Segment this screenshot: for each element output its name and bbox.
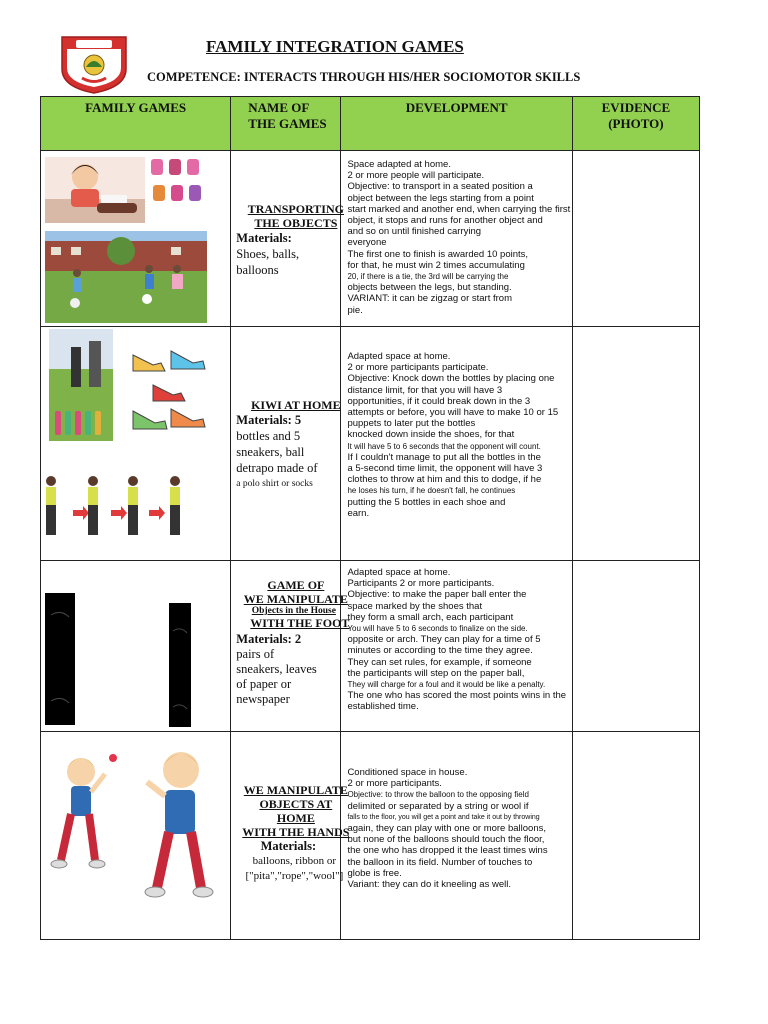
materials-text: balloons, ribbon or ["pita","rope","wool"] <box>245 855 344 882</box>
dev-line: pie. <box>347 304 363 316</box>
materials-text: pairs of sneakers, leaves of paper or newspaper <box>236 647 317 706</box>
evidence-photo-cell <box>572 732 699 940</box>
exercise-figures-icon <box>46 476 180 535</box>
dev-line: The first one to finish is awarded 10 points, <box>347 248 529 260</box>
materials-label: Materials: <box>260 839 317 853</box>
game-name-subtitle: Objects in the House <box>251 606 336 616</box>
table-row <box>41 151 700 327</box>
header-family-games: FAMILY GAMES <box>41 97 231 151</box>
game-name: KIWI AT HOME <box>251 398 341 412</box>
dev-line: 2 or more people will participate. <box>347 170 485 182</box>
dev-line: 2 or more participants. <box>347 778 442 790</box>
materials-label: Materials: 5 <box>236 413 302 427</box>
dev-line: You will have 5 to 6 seconds to finalize on the side. <box>347 624 528 634</box>
dev-line: Participants 2 or more participants. <box>347 578 495 590</box>
dev-line: Objective: to transport in a seated position a <box>347 181 533 193</box>
dev-line: puppets to later put the bottles <box>347 418 476 430</box>
dev-line: 20, if there is a tie, the 3rd will be carrying the <box>347 272 509 282</box>
game-name-cell <box>231 561 350 732</box>
shoes-icon <box>151 159 201 201</box>
evidence-photo-cell <box>572 561 699 732</box>
development-text <box>341 151 572 327</box>
dev-line: globe is free. <box>347 867 402 879</box>
header-evidence: EVIDENCE (PHOTO) <box>572 97 699 151</box>
boy-left-icon <box>51 758 105 868</box>
dev-line: putting the 5 bottles in each shoe and <box>347 496 506 508</box>
page-subtitle: COMPETENCE: INTERACTS THROUGH HIS/HER SOCIOMOTOR SKILLS <box>147 70 581 84</box>
illustration-foot-game <box>41 561 231 732</box>
dev-line: start marked and another end, when carrying the first <box>347 203 571 215</box>
illustration-kiwi <box>41 327 231 561</box>
dev-line: Objective: to make the paper ball enter the <box>347 589 527 601</box>
dev-line: Variant: they can do it kneeling as well. <box>347 879 511 891</box>
dev-line: 2 or more participants participate. <box>347 362 489 374</box>
dev-line: again, they can play with one or more balloons, <box>347 823 547 835</box>
game-name: WE MANIPULATE OBJECTS AT HOME WITH THE HANDS <box>242 783 350 839</box>
game-name: TRANSPORTING THE OBJECTS <box>247 202 344 230</box>
dev-line: object, it stops and runs for another object and <box>347 215 543 227</box>
table-row <box>41 732 700 940</box>
dev-line: falls to the floor, you will get a point and take it out by throwing <box>347 813 540 821</box>
dev-line: The one who has scored the most points wins in the <box>347 690 567 702</box>
dev-line: established time. <box>347 701 419 713</box>
materials-label: Materials: 2 <box>236 632 302 646</box>
games-table <box>40 96 700 940</box>
dev-line: VARIANT: it can be zigzag or start from <box>347 293 512 305</box>
dev-line: object between the legs starting from a point <box>347 192 534 204</box>
sneakers-icon <box>133 351 205 429</box>
dev-line: They will charge for a foul and it would be like a penalty. <box>347 680 546 690</box>
evidence-photo-cell <box>572 151 699 327</box>
dev-line: Adapted space at home. <box>347 351 451 362</box>
dev-line: earn. <box>347 507 370 519</box>
dev-line: distance limit, for that you will have 3 <box>347 384 503 396</box>
development-text <box>341 327 572 561</box>
development-text <box>341 732 572 940</box>
game-name-cell <box>231 151 344 327</box>
dev-line: opportunities, if it could break down in the 3 <box>347 395 531 407</box>
dev-line: delimited or separated by a string or wool if <box>347 800 529 812</box>
materials-text: Shoes, balls, balloons <box>236 247 300 277</box>
dev-line: they form a small arch, each participant <box>347 611 514 623</box>
dev-line: everyone <box>347 237 387 249</box>
dev-line: Adapted space at home. <box>347 567 451 578</box>
dev-line: space marked by the shoes that <box>347 600 483 612</box>
table-header-row <box>41 97 700 151</box>
dev-line: objects between the legs, but standing. <box>347 282 512 294</box>
dev-line: They can set rules, for example, if someone <box>347 656 532 668</box>
boy-right-icon <box>145 752 213 897</box>
dev-line: but none of the balloons should touch the floor, <box>347 834 545 846</box>
dev-line: Space adapted at home. <box>347 159 451 170</box>
game-name-cell <box>231 327 341 561</box>
illustration-hands-game <box>41 732 231 940</box>
materials-text: bottles and 5 sneakers, ball detrapo made of <box>236 429 318 475</box>
table-row <box>41 561 700 732</box>
dev-line: a 5-second time limit, the opponent will have 3 <box>347 463 543 475</box>
header-development: DEVELOPMENT <box>341 97 572 151</box>
dev-line: clothes to throw at him and this to dodge, if he <box>347 474 542 486</box>
balloon-icon <box>109 754 117 762</box>
page-title: FAMILY INTEGRATION GAMES <box>206 37 464 56</box>
dev-line: Objective: Knock down the bottles by placing one <box>347 373 555 385</box>
dev-line: he loses his turn, if he doesn't fall, he continues <box>347 486 516 496</box>
dev-line: knocked down inside the shoes, for that <box>347 429 515 441</box>
illustration-transporting <box>41 151 231 327</box>
dev-line: If I couldn't manage to put all the bottles in the <box>347 451 541 463</box>
dev-line: attempts or before, you will have to make 10 or 15 <box>347 407 559 419</box>
dev-line: Conditioned space in house. <box>347 767 468 778</box>
header-name-of-games: NAME OF THE GAMES <box>231 97 341 151</box>
development-text <box>341 561 572 732</box>
dev-line: and so on until finished carrying <box>347 226 482 238</box>
school-logo <box>58 33 130 95</box>
dev-line: the balloon in its field. Number of touches to <box>347 856 533 868</box>
dev-line: the one who has dropped it the least times wins <box>347 845 548 857</box>
dev-line: It will have 5 to 6 seconds that the opponent will count. <box>347 441 541 451</box>
dev-line: opposite or arch. They can play for a time of 5 <box>347 634 541 646</box>
materials-small-text: a polo shirt or socks <box>236 479 313 489</box>
dev-line: minutes or according to the time they agree. <box>347 645 533 657</box>
dev-line: for that, he must win 2 times accumulating <box>347 259 525 271</box>
dev-line: the participants will step on the paper ball, <box>347 667 525 679</box>
evidence-photo-cell <box>572 327 699 561</box>
game-name-cell <box>231 732 350 940</box>
game-name-tail: WITH THE FOOT <box>250 616 350 630</box>
dev-line: Objective: to throw the balloon to the opposing field <box>347 790 529 800</box>
table-row <box>41 327 700 561</box>
game-name: GAME OF WE MANIPULATE <box>243 578 348 606</box>
materials-label: Materials: <box>236 231 292 245</box>
